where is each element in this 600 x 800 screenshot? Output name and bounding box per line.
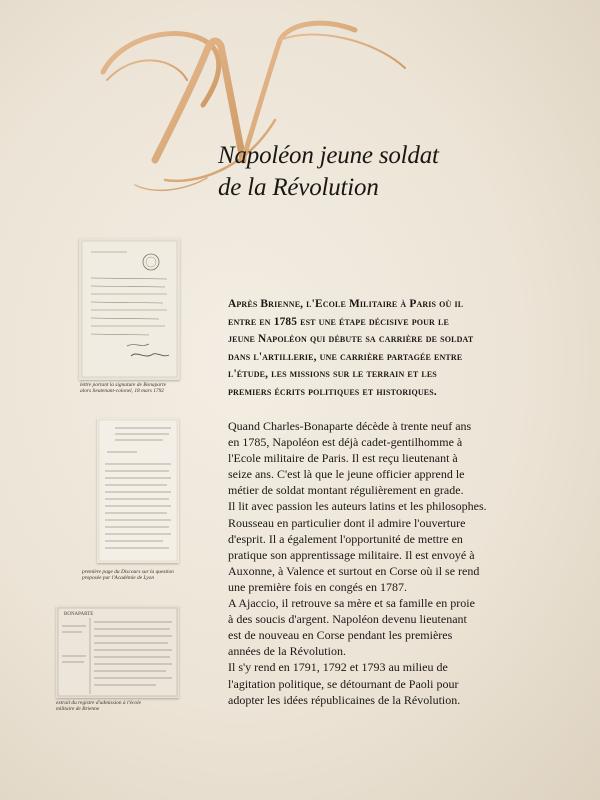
- body-line: pratique son apprentissage militaire. Il est envoyé à: [228, 547, 475, 562]
- intro-line: l'étude, les missions sur le terrain et les: [228, 368, 437, 381]
- caption-discourse: [82, 569, 174, 582]
- register-header: BONAPARTE: [64, 612, 94, 617]
- body-line: métier de soldat montant régulièrement en grade.: [228, 483, 464, 498]
- title-line-1: Napoléon jeune soldat: [218, 142, 439, 169]
- register-document-image: [56, 606, 179, 698]
- body-line: A Ajaccio, il retrouve sa mère et sa famille en proie: [228, 596, 475, 611]
- body-line: Il s'y rend en 1791, 1792 et 1793 au milieu de: [228, 660, 448, 675]
- intro-line: premiers écrits politiques et historiques.: [228, 385, 437, 398]
- panel-title: [218, 140, 578, 204]
- body-line: l'Ecole militaire de Paris. Il est reçu lieutenant à: [228, 451, 458, 466]
- caption-line: extrait du registre d'admission à l'école: [56, 700, 141, 706]
- title-line-2: de la Révolution: [218, 174, 379, 201]
- body-line: Rousseau en particulier dont il admire l'ouverture: [228, 515, 466, 530]
- body-line: est de nouveau en Corse pendant les premières: [228, 628, 453, 643]
- body-line: une première fois en congés en 1787.: [228, 579, 407, 594]
- caption-line: proposée par l'Académie de Lyon: [82, 575, 155, 582]
- caption-line: militaire de Brienne: [56, 706, 100, 713]
- intro-line: entre en 1785 est une étape décisive pour le: [228, 315, 449, 328]
- body-line: seize ans. C'est là que le jeune officier apprend le: [228, 467, 465, 482]
- caption-line: lettre portant la signature de Bonaparte: [80, 382, 166, 388]
- body-line: Quand Charles-Bonaparte décède à trente neuf ans: [228, 419, 472, 433]
- body-line: Auxonne, à Valence et surtout en Corse où il se rend: [228, 563, 480, 578]
- body-line: Il lit avec passion les auteurs latins et les philosophes.: [228, 499, 487, 514]
- intro-line: jeune Napoléon qui débute sa carrière de soldat: [228, 333, 474, 346]
- body-text: [228, 418, 528, 708]
- caption-line: première page du Discours sur la question: [82, 569, 174, 575]
- caption-register: [56, 700, 141, 713]
- body-line: d'esprit. Il a également l'opportunité de mettre en: [228, 531, 463, 546]
- body-line: adopter les idées républicaines de la Révolution.: [228, 692, 461, 707]
- caption-line: alors lieutenant-colonel, 18 mars 1792: [80, 388, 164, 395]
- body-line: années de la Révolution.: [228, 644, 346, 659]
- caption-letter: [80, 382, 166, 395]
- letter-document-image: [79, 238, 180, 380]
- body-line: à des soucis d'argent. Napoléon devenu lieutenant: [228, 612, 467, 627]
- body-line: en 1785, Napoléon est déjà cadet-gentilhomme à: [228, 435, 463, 450]
- discourse-document-image: [97, 418, 179, 563]
- body-line: l'agitation politique, se détournant de Paoli pour: [228, 676, 459, 691]
- intro-line: Après Brienne, l'Ecole Militaire à Paris où il: [228, 298, 464, 310]
- intro-line: dans l'artillerie, une carrière partagée entre: [228, 350, 463, 363]
- intro-paragraph: [228, 296, 528, 402]
